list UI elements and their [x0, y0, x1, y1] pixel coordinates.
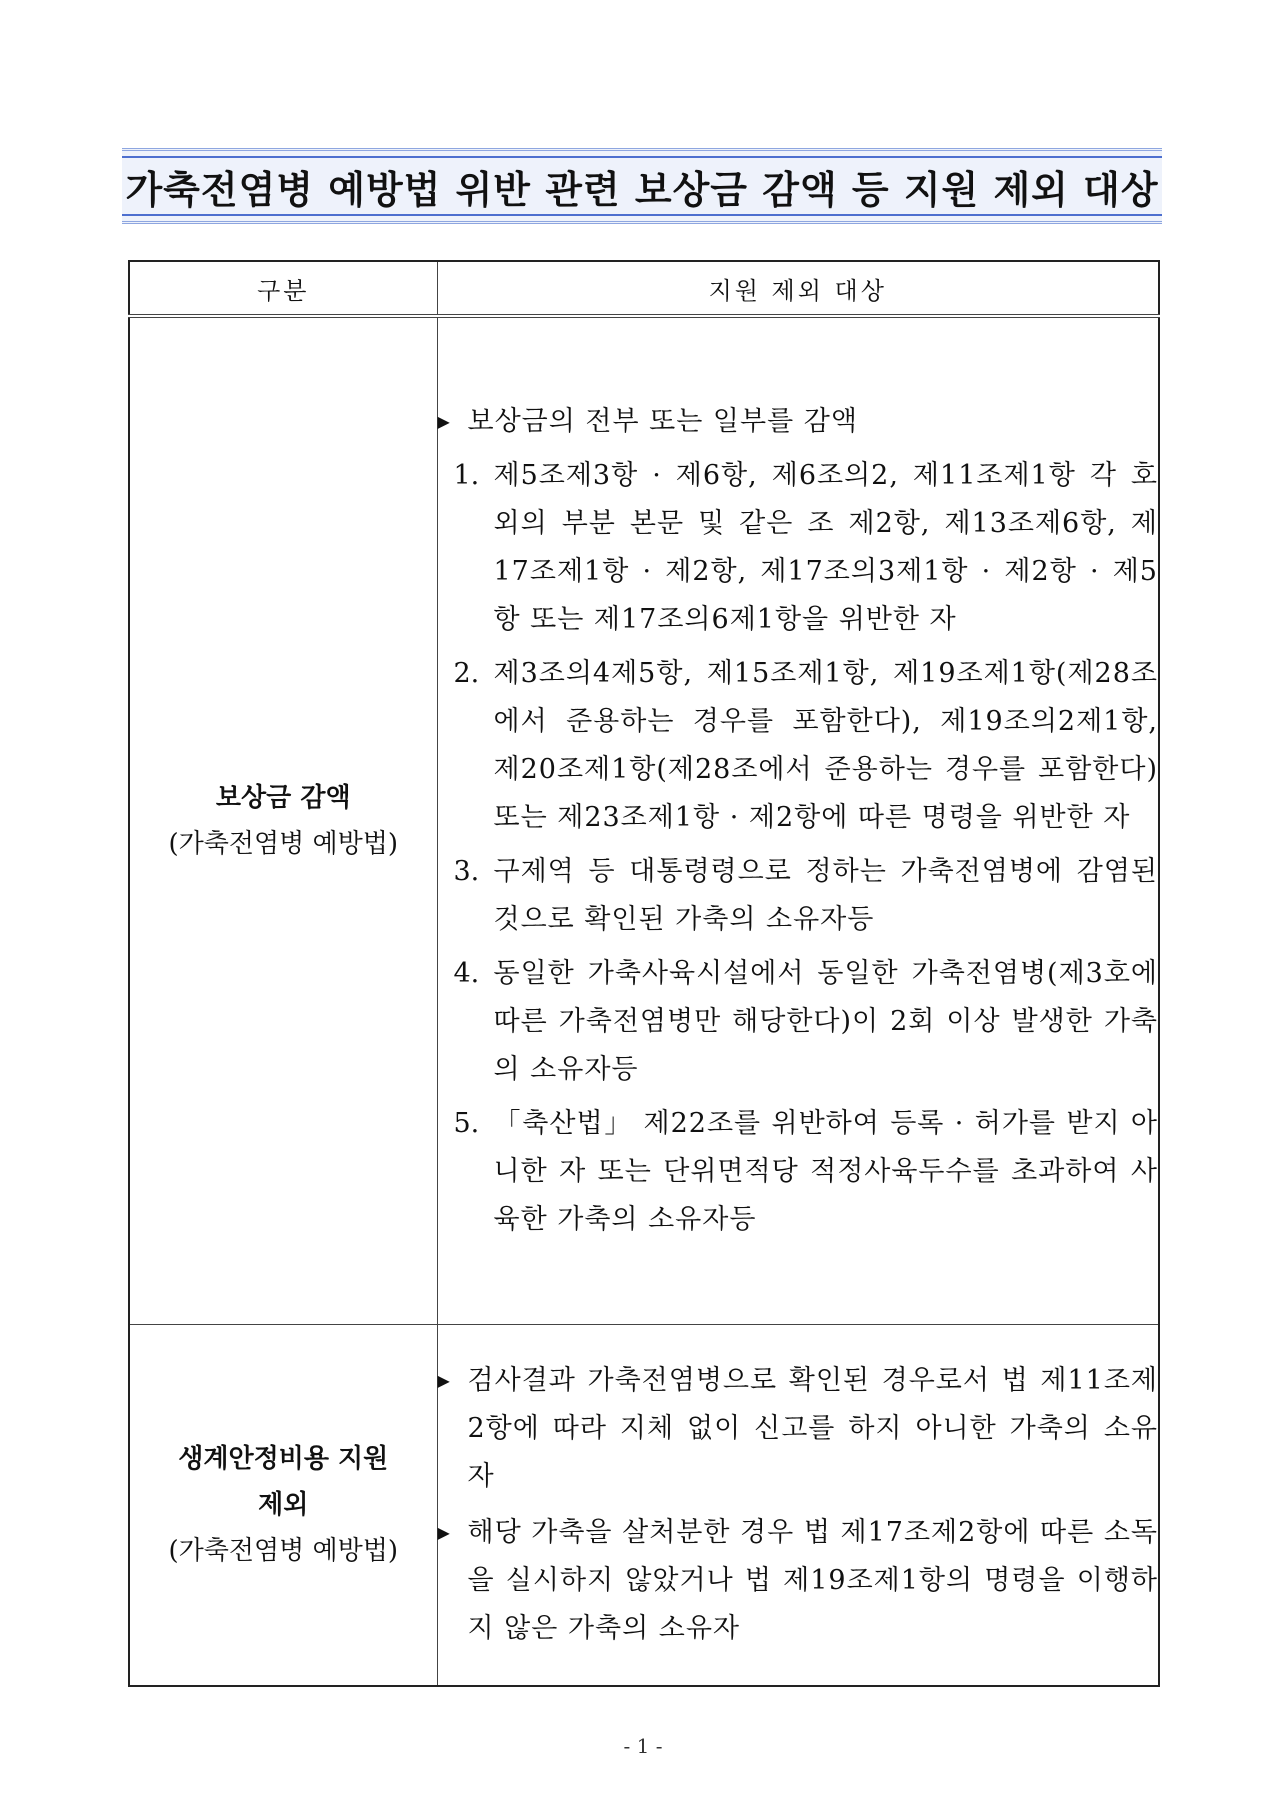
exclusion-table [128, 260, 1160, 1687]
item-number: 2. [453, 657, 480, 689]
bullet-text: 해당 가축을 살처분한 경우 법 제17조제2항에 따른 소독을 실시하지 않았거나 법 제19조제1항의 명령을 이행하지 않은 가축의 소유자 [467, 1516, 1158, 1644]
item-text: 제5조제3항 · 제6항, 제6조의2, 제11조제1항 각 호 외의 부분 본문 및 같은 조 제2항, 제13조제6항, 제17조제1항 · 제2항, 제17조의3제1항 · 제2항 · 제5항 또는 제17조의6제1항을 위반한 자 [493, 459, 1158, 635]
item-text: 구제역 등 대통령령으로 정하는 가축전염병에 감염된 것으로 확인된 가축의 소유자등 [493, 855, 1158, 935]
list-item [438, 1100, 1159, 1244]
list-item [438, 950, 1159, 1094]
bullet-item [438, 1509, 1159, 1653]
item-text: 동일한 가축사육시설에서 동일한 가축전염병(제3호에 따른 가축전염병만 해당한다)이 2회 이상 발생한 가축의 소유자등 [493, 957, 1158, 1085]
bullet-item [438, 1357, 1159, 1501]
page-number: - 1 - [623, 1734, 663, 1758]
list-item [438, 650, 1159, 842]
bullet-text: 보상금의 전부 또는 일부를 감액 [467, 405, 858, 437]
triangle-bullet-icon: ▶ [437, 411, 450, 431]
content-cell [437, 1324, 1159, 1686]
item-number: 3. [453, 855, 480, 887]
bullet-item [438, 398, 1159, 446]
header-category: 구분 [129, 261, 437, 316]
triangle-bullet-icon: ▶ [437, 1370, 450, 1390]
category-title-line1: 생계안정비용 지원 [178, 1443, 389, 1474]
title-banner [122, 148, 1162, 224]
item-text: 제3조의4제5항, 제15조제1항, 제19조제1항(제28조에서 준용하는 경우를 포함한다), 제19조의2제1항, 제20조제1항(제28조에서 준용하는 경우를 포함한다) 또는 제23조제1항 · 제2항에 따른 명령을 위반한 자 [493, 657, 1158, 833]
item-number: 4. [453, 957, 480, 989]
category-title: 보상금 감액 [215, 782, 351, 813]
table-header-row [129, 261, 1159, 316]
triangle-bullet-icon: ▶ [437, 1522, 450, 1542]
item-text: 「축산법」 제22조를 위반하여 등록 · 허가를 받지 아니한 자 또는 단위면적당 적정사육두수를 초과하여 사육한 가축의 소유자등 [493, 1107, 1158, 1235]
table-row [129, 316, 1159, 1324]
category-law: (가축전염병 예방법) [168, 828, 398, 859]
header-exclusion-target: 지원 제외 대상 [437, 261, 1159, 316]
page-title: 가축전염병 예방법 위반 관련 보상금 감액 등 지원 제외 대상 [125, 167, 1159, 212]
category-law: (가축전염병 예방법) [168, 1535, 398, 1566]
list-item [438, 848, 1159, 944]
title-rule-bottom [122, 214, 1162, 216]
content-cell [437, 316, 1159, 1324]
category-cell [129, 1324, 437, 1686]
category-title-line2: 제외 [258, 1489, 309, 1520]
item-number: 5. [453, 1107, 480, 1139]
bullet-text: 검사결과 가축전염병으로 확인된 경우로서 법 제11조제2항에 따라 지체 없이 신고를 하지 아니한 가축의 소유자 [467, 1364, 1158, 1492]
item-number: 1. [453, 459, 480, 491]
category-cell [129, 316, 437, 1324]
table-row [129, 1324, 1159, 1686]
list-item [438, 452, 1159, 644]
